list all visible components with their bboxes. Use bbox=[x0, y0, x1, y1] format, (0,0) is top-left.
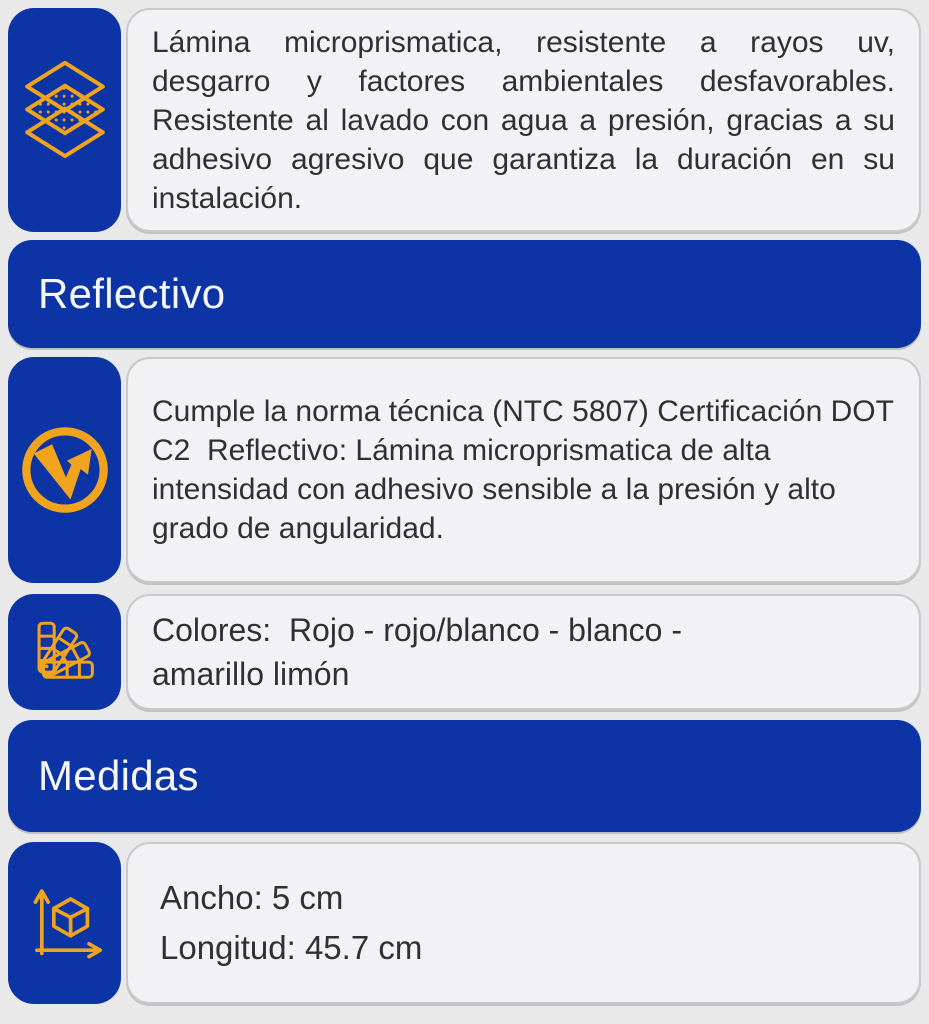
medidas-banner-label: Medidas bbox=[38, 752, 199, 799]
reflectivo-section-banner bbox=[8, 240, 921, 348]
layers-icon bbox=[21, 61, 109, 179]
lamina-description-text: Lámina microprismatica, resistente a rayos uv, desgarro y factores ambientales desfavorables. Resistente al lavado con agua a presión, gracias a su adhesivo agresivo que garantiza la duración en su instalación. bbox=[152, 25, 895, 215]
certification-feature-row bbox=[8, 357, 921, 583]
reflectivo-banner-label: Reflectivo bbox=[38, 270, 226, 317]
ancho-value: Ancho: 5 cm bbox=[160, 879, 344, 916]
lamina-icon-box bbox=[8, 8, 121, 232]
medidas-icon-box bbox=[8, 842, 121, 1004]
certification-icon-box bbox=[8, 357, 121, 583]
lamina-description-card bbox=[126, 8, 921, 232]
medidas-section-banner bbox=[8, 720, 921, 832]
medidas-feature-row bbox=[8, 842, 921, 1004]
medidas-card bbox=[126, 842, 921, 1004]
lamina-feature-row bbox=[8, 8, 921, 232]
colores-card bbox=[126, 594, 921, 710]
certification-description-card bbox=[126, 357, 921, 583]
colores-feature-row bbox=[8, 594, 921, 710]
longitud-value: Longitud: 45.7 cm bbox=[160, 929, 423, 966]
certification-description-text: Cumple la norma técnica (NTC 5807) Certificación DOT C2 Reflectivo: Lámina microprismatica de alta intensidad con adhesivo sensible a la presión y alto grado de angularidad. bbox=[152, 395, 902, 545]
dimensions-icon bbox=[25, 883, 105, 963]
certification-check-icon bbox=[19, 424, 111, 516]
color-swatches-icon bbox=[29, 616, 101, 688]
colores-text: Colores: Rojo - rojo/blanco - blanco - amarillo limón bbox=[152, 612, 691, 692]
colores-icon-box bbox=[8, 594, 121, 710]
